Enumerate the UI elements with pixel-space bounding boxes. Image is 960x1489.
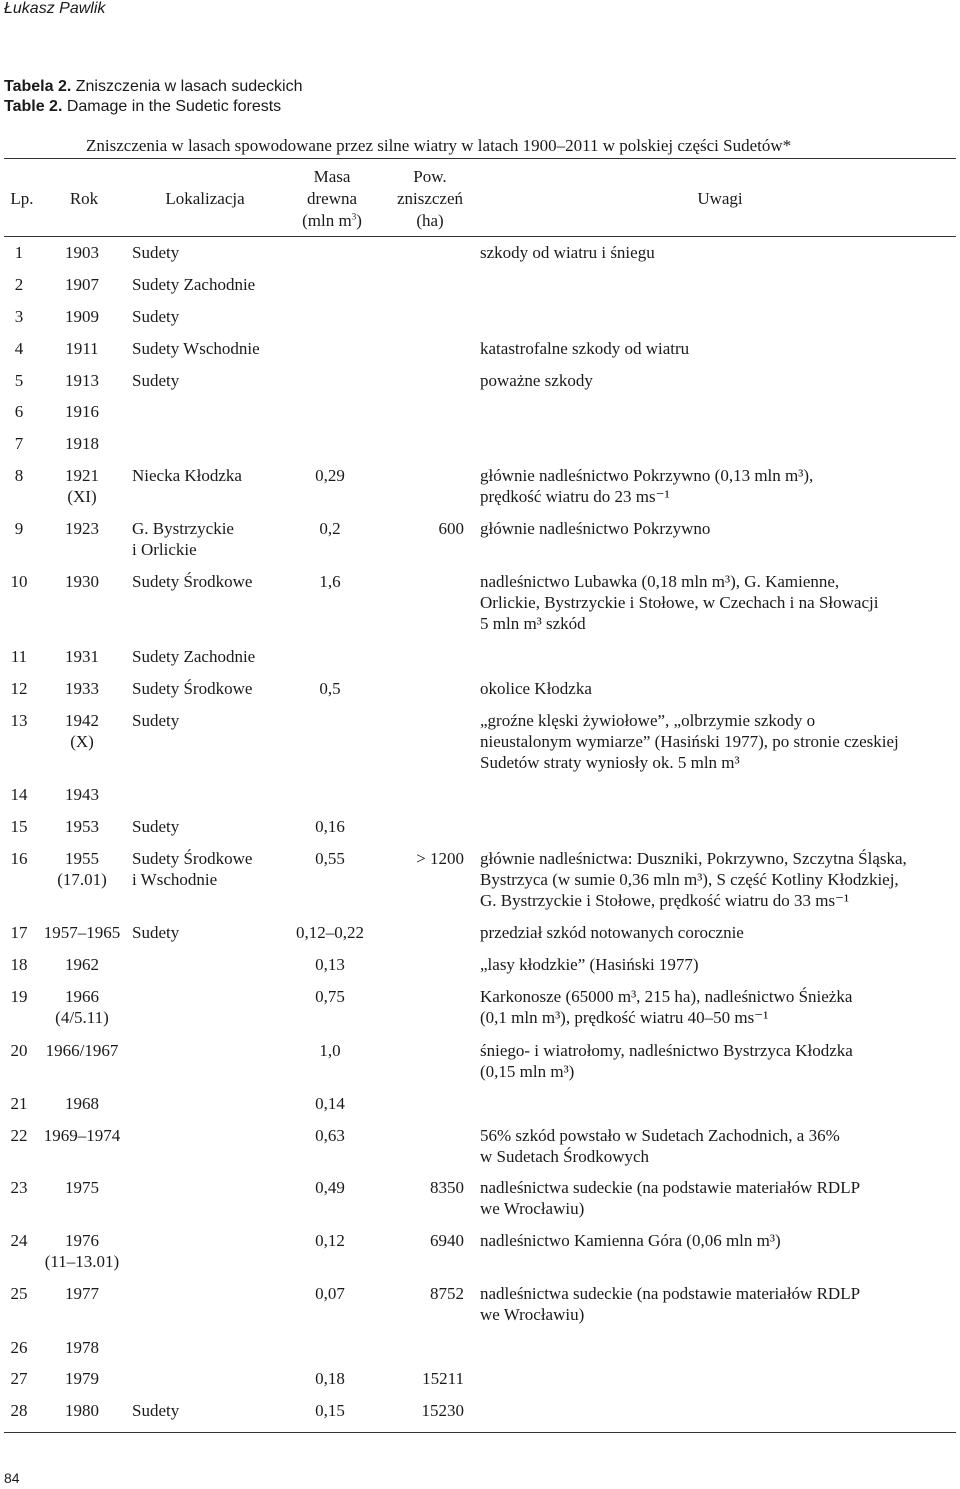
cell-lp bbox=[4, 433, 34, 454]
cell-lp bbox=[4, 646, 34, 667]
cell-uwagi bbox=[480, 571, 956, 634]
cell-lok-text: Sudety bbox=[132, 243, 180, 262]
cell-lp bbox=[4, 370, 34, 391]
cell-lp-text: 6 bbox=[14, 402, 24, 421]
cell-rok bbox=[36, 954, 128, 975]
cell-lp-text: 4 bbox=[14, 339, 24, 358]
cell-uwagi bbox=[480, 370, 956, 391]
cell-masa bbox=[290, 1283, 370, 1304]
cell-rok-text: 1918 bbox=[65, 434, 99, 453]
cell-uwagi-text: poważne szkody bbox=[480, 371, 593, 390]
cell-lp bbox=[4, 571, 34, 592]
cell-masa bbox=[290, 1093, 370, 1114]
cell-uwagi-text: głównie nadleśnictwa: Duszniki, Pokrzywno, Szczytna Śląska, Bystrzyca (w sumie 0,36 mln m³), S część Kotliny Kłodzkiej, G. Bystrzyckie i Stołowe, prędkość wiatru do 33 ms⁻¹ bbox=[480, 849, 907, 910]
header-masa-line1: Masa bbox=[313, 167, 351, 186]
cell-lp-text: 20 bbox=[10, 1041, 28, 1060]
cell-pow bbox=[392, 1400, 464, 1421]
cell-pow-text: 15211 bbox=[422, 1369, 464, 1388]
cell-uwagi bbox=[480, 518, 956, 539]
cell-rok bbox=[36, 848, 128, 890]
cell-uwagi-text: „lasy kłodzkie” (Hasiński 1977) bbox=[480, 955, 699, 974]
cell-lok-text: Sudety bbox=[132, 371, 180, 390]
cell-masa-text: 1,6 bbox=[319, 572, 341, 591]
cell-rok-text: 1909 bbox=[65, 307, 99, 326]
cell-lp-text: 23 bbox=[10, 1178, 28, 1197]
cell-uwagi-text: okolice Kłodzka bbox=[480, 679, 592, 698]
table-caption-pl bbox=[4, 78, 303, 96]
cell-lp-text: 26 bbox=[10, 1338, 28, 1357]
cell-lp-text: 14 bbox=[10, 785, 28, 804]
cell-uwagi bbox=[480, 338, 956, 359]
cell-lp-text: 9 bbox=[14, 519, 24, 538]
caption-text-pl: Zniszczenia w lasach sudeckich bbox=[71, 78, 303, 95]
cell-lok-text: G. Bystrzyckie i Orlickie bbox=[132, 519, 234, 559]
cell-rok bbox=[36, 370, 128, 391]
cell-rok-text: 1921 (XI) bbox=[65, 466, 99, 506]
cell-masa bbox=[290, 986, 370, 1007]
cell-lp-text: 19 bbox=[10, 987, 28, 1006]
cell-rok bbox=[36, 1368, 128, 1389]
header-pow-line3: (ha) bbox=[416, 211, 444, 230]
cell-lok bbox=[132, 242, 292, 263]
cell-lp bbox=[4, 1177, 34, 1198]
cell-rok-text: 1966/1967 bbox=[45, 1041, 119, 1060]
cell-lok-text: Sudety bbox=[132, 1401, 180, 1420]
cell-lp bbox=[4, 1040, 34, 1061]
cell-lok-text: Sudety Środkowe i Wschodnie bbox=[132, 849, 253, 889]
cell-lp bbox=[4, 922, 34, 943]
cell-lp bbox=[4, 274, 34, 295]
cell-lp-text: 12 bbox=[10, 679, 28, 698]
cell-lp-text: 17 bbox=[10, 923, 28, 942]
cell-uwagi bbox=[480, 1125, 956, 1167]
cell-pow bbox=[392, 1283, 464, 1304]
cell-lok-text: Niecka Kłodzka bbox=[132, 466, 242, 485]
cell-lp-text: 13 bbox=[10, 711, 28, 730]
caption-text-en: Damage in the Sudetic forests bbox=[62, 98, 282, 115]
cell-masa-text: 0,13 bbox=[315, 955, 345, 974]
cell-lok-text: Sudety bbox=[132, 817, 180, 836]
cell-masa bbox=[290, 465, 370, 486]
cell-masa bbox=[290, 1040, 370, 1061]
cell-masa-text: 0,5 bbox=[319, 679, 341, 698]
cell-masa bbox=[290, 848, 370, 869]
cell-pow-text: 8752 bbox=[430, 1284, 464, 1303]
caption-label-en: Table 2. bbox=[4, 98, 63, 115]
cell-rok-text: 1903 bbox=[65, 243, 99, 262]
cell-masa-text: 0,49 bbox=[315, 1178, 345, 1197]
cell-rok-text: 1911 bbox=[65, 339, 99, 358]
cell-rok bbox=[36, 571, 128, 592]
cell-uwagi-text: śniego- i wiatrołomy, nadleśnictwo Bystrzyca Kłodzka (0,15 mln m³) bbox=[480, 1041, 853, 1081]
cell-lp-text: 22 bbox=[10, 1126, 28, 1145]
cell-masa-text: 0,29 bbox=[315, 466, 345, 485]
cell-lok bbox=[132, 678, 292, 699]
cell-rok bbox=[36, 1093, 128, 1114]
cell-lok bbox=[132, 274, 292, 295]
cell-lp bbox=[4, 816, 34, 837]
cell-lp bbox=[4, 1368, 34, 1389]
cell-pow bbox=[392, 1177, 464, 1198]
header-lp: Lp. bbox=[10, 189, 34, 208]
cell-pow-text: 15230 bbox=[421, 1401, 464, 1420]
cell-lp bbox=[4, 242, 34, 263]
cell-uwagi-text: głównie nadleśnictwo Pokrzywno bbox=[480, 519, 711, 538]
cell-uwagi bbox=[480, 954, 956, 975]
cell-masa-text: 1,0 bbox=[319, 1041, 341, 1060]
cell-lok bbox=[132, 338, 292, 359]
cell-lp bbox=[4, 1283, 34, 1304]
cell-uwagi bbox=[480, 710, 956, 773]
cell-rok bbox=[36, 1040, 128, 1061]
cell-lp-text: 3 bbox=[14, 307, 24, 326]
cell-rok bbox=[36, 1177, 128, 1198]
cell-masa-text: 0,18 bbox=[315, 1369, 345, 1388]
cell-lp bbox=[4, 1125, 34, 1146]
cell-uwagi-text: „groźne klęski żywiołowe”, „olbrzymie szkody o nieustalonym wymiarze” (Hasiński 1977), po stronie czeskiej Sudetów straty wyniosły ok. 5 mln m³ bbox=[480, 711, 899, 772]
cell-masa-text: 0,14 bbox=[315, 1094, 345, 1113]
cell-uwagi-text: nadleśnictwa sudeckie (na podstawie materiałów RDLP we Wrocławiu) bbox=[480, 1284, 861, 1324]
cell-uwagi-text: nadleśnictwo Lubawka (0,18 mln m³), G. Kamienne, Orlickie, Bystrzyckie i Stołowe, w Czechach i na Słowacji 5 mln m³ szkód bbox=[480, 572, 879, 633]
cell-rok bbox=[36, 986, 128, 1028]
cell-lp bbox=[4, 710, 34, 731]
header-pow-line2: zniszczeń bbox=[396, 189, 464, 208]
cell-uwagi-text: Karkonosze (65000 m³, 215 ha), nadleśnictwo Śnieżka (0,1 mln m³), prędkość wiatru 40–50 ms⁻¹ bbox=[480, 987, 853, 1027]
cell-lok-text: Sudety Środkowe bbox=[132, 679, 253, 698]
cell-uwagi bbox=[480, 1040, 956, 1082]
cell-rok-text: 1930 bbox=[65, 572, 99, 591]
cell-uwagi bbox=[480, 242, 956, 263]
cell-masa bbox=[290, 518, 370, 539]
running-header-author: Łukasz Pawlik bbox=[4, 0, 106, 17]
header-pow bbox=[380, 166, 480, 232]
cell-pow-text: 6940 bbox=[430, 1231, 464, 1250]
header-masa-sup: 3 bbox=[351, 211, 357, 222]
cell-lp bbox=[4, 518, 34, 539]
cell-lok-text: Sudety Środkowe bbox=[132, 572, 253, 591]
cell-rok-text: 1977 bbox=[65, 1284, 99, 1303]
cell-pow-text: > 1200 bbox=[416, 849, 464, 868]
cell-rok-text: 1969–1974 bbox=[43, 1126, 121, 1145]
cell-lok bbox=[132, 816, 292, 837]
cell-rok-text: 1975 bbox=[65, 1178, 99, 1197]
cell-uwagi bbox=[480, 986, 956, 1028]
cell-uwagi bbox=[480, 1177, 956, 1219]
cell-rok-text: 1942 (X) bbox=[65, 711, 99, 751]
cell-lok bbox=[132, 571, 292, 592]
cell-lp bbox=[4, 1337, 34, 1358]
cell-masa bbox=[290, 922, 370, 943]
cell-uwagi bbox=[480, 848, 956, 911]
cell-rok-text: 1968 bbox=[65, 1094, 99, 1113]
cell-pow-text: 8350 bbox=[430, 1178, 464, 1197]
header-masa bbox=[288, 166, 376, 232]
cell-uwagi bbox=[480, 1230, 956, 1251]
cell-rok-text: 1916 bbox=[65, 402, 99, 421]
cell-masa bbox=[290, 954, 370, 975]
header-masa-line3 bbox=[288, 210, 376, 232]
cell-rok-text: 1953 bbox=[65, 817, 99, 836]
cell-lp-text: 25 bbox=[10, 1284, 28, 1303]
cell-lp-text: 27 bbox=[10, 1369, 28, 1388]
cell-rok bbox=[36, 1283, 128, 1304]
cell-lp bbox=[4, 306, 34, 327]
cell-lok bbox=[132, 710, 292, 731]
cell-lp-text: 18 bbox=[10, 955, 28, 974]
cell-masa-text: 0,12–0,22 bbox=[296, 923, 364, 942]
cell-rok bbox=[36, 784, 128, 805]
cell-rok-text: 1976 (11–13.01) bbox=[44, 1231, 120, 1271]
cell-uwagi-text: głównie nadleśnictwo Pokrzywno (0,13 mln m³), prędkość wiatru do 23 ms⁻¹ bbox=[480, 466, 814, 506]
header-masa-close: ) bbox=[356, 211, 362, 230]
cell-masa bbox=[290, 1230, 370, 1251]
cell-rok bbox=[36, 338, 128, 359]
cell-lp-text: 11 bbox=[10, 647, 28, 666]
cell-lp-text: 28 bbox=[10, 1401, 28, 1420]
cell-masa-text: 0,12 bbox=[315, 1231, 345, 1250]
cell-lok-text: Sudety bbox=[132, 307, 180, 326]
cell-lok bbox=[132, 922, 292, 943]
cell-lp bbox=[4, 338, 34, 359]
cell-masa-text: 0,63 bbox=[315, 1126, 345, 1145]
cell-lok-text: Sudety Wschodnie bbox=[132, 339, 260, 358]
cell-pow bbox=[392, 1230, 464, 1251]
cell-rok-text: 1978 bbox=[65, 1338, 99, 1357]
cell-masa-text: 0,75 bbox=[315, 987, 345, 1006]
cell-masa bbox=[290, 1400, 370, 1421]
cell-rok bbox=[36, 1230, 128, 1272]
cell-rok bbox=[36, 646, 128, 667]
cell-rok-text: 1955 (17.01) bbox=[57, 849, 107, 889]
cell-lp bbox=[4, 954, 34, 975]
cell-rok bbox=[36, 922, 128, 943]
header-pow-line1: Pow. bbox=[413, 167, 447, 186]
cell-rok bbox=[36, 465, 128, 507]
cell-lp bbox=[4, 848, 34, 869]
cell-rok-text: 1957–1965 bbox=[43, 923, 121, 942]
cell-lok-text: Sudety bbox=[132, 923, 180, 942]
table-header-rule bbox=[4, 236, 956, 237]
cell-lok bbox=[132, 465, 292, 486]
cell-rok bbox=[36, 816, 128, 837]
cell-masa bbox=[290, 1125, 370, 1146]
cell-lp bbox=[4, 678, 34, 699]
cell-rok-text: 1966 (4/5.11) bbox=[55, 987, 109, 1027]
cell-lok-text: Sudety Zachodnie bbox=[132, 275, 256, 294]
cell-pow bbox=[392, 848, 464, 869]
header-masa-unit: (mln m bbox=[302, 211, 352, 230]
cell-lok-text: Sudety bbox=[132, 711, 180, 730]
header-masa-line2: drewna bbox=[306, 189, 358, 208]
cell-uwagi-text: 56% szkód powstało w Sudetach Zachodnich, a 36% w Sudetach Środkowych bbox=[480, 1126, 840, 1166]
cell-uwagi bbox=[480, 922, 956, 943]
cell-masa-text: 0,16 bbox=[315, 817, 345, 836]
cell-rok bbox=[36, 1125, 128, 1146]
cell-uwagi-text: katastrofalne szkody od wiatru bbox=[480, 339, 690, 358]
cell-rok bbox=[36, 678, 128, 699]
table-super-title: Zniszczenia w lasach spowodowane przez silne wiatry w latach 1900–2011 w polskiej części Sudetów* bbox=[86, 136, 792, 155]
cell-masa-text: 0,07 bbox=[315, 1284, 345, 1303]
cell-rok bbox=[36, 306, 128, 327]
cell-rok bbox=[36, 1400, 128, 1421]
cell-lp-text: 5 bbox=[14, 371, 24, 390]
cell-pow-text: 600 bbox=[438, 519, 464, 538]
cell-rok-text: 1933 bbox=[65, 679, 99, 698]
cell-lp-text: 1 bbox=[14, 243, 24, 262]
cell-lp-text: 15 bbox=[10, 817, 28, 836]
cell-lok bbox=[132, 306, 292, 327]
cell-masa-text: 0,15 bbox=[315, 1401, 345, 1420]
cell-lp bbox=[4, 1400, 34, 1421]
cell-rok-text: 1979 bbox=[65, 1369, 99, 1388]
cell-lp bbox=[4, 1093, 34, 1114]
cell-pow bbox=[392, 1368, 464, 1389]
cell-lp bbox=[4, 465, 34, 486]
cell-lp bbox=[4, 784, 34, 805]
header-uwagi: Uwagi bbox=[697, 189, 743, 208]
table-caption-en bbox=[4, 98, 281, 116]
cell-lok bbox=[132, 646, 292, 667]
cell-rok bbox=[36, 710, 128, 752]
caption-label-pl: Tabela 2. bbox=[4, 78, 72, 95]
header-rok: Rok bbox=[69, 189, 99, 208]
cell-lok bbox=[132, 370, 292, 391]
cell-rok-text: 1931 bbox=[65, 647, 99, 666]
cell-lp bbox=[4, 1230, 34, 1251]
cell-rok bbox=[36, 433, 128, 454]
cell-lp-text: 21 bbox=[10, 1094, 28, 1113]
cell-masa bbox=[290, 571, 370, 592]
cell-masa-text: 0,55 bbox=[315, 849, 345, 868]
cell-rok-text: 1962 bbox=[65, 955, 99, 974]
cell-lok bbox=[132, 1400, 292, 1421]
cell-rok bbox=[36, 518, 128, 539]
cell-rok-text: 1907 bbox=[65, 275, 99, 294]
cell-rok-text: 1943 bbox=[65, 785, 99, 804]
cell-lp bbox=[4, 401, 34, 422]
cell-lp-text: 10 bbox=[10, 572, 28, 591]
cell-uwagi-text: przedział szkód notowanych corocznie bbox=[480, 923, 744, 942]
cell-rok bbox=[36, 401, 128, 422]
cell-rok bbox=[36, 1337, 128, 1358]
cell-lp-text: 16 bbox=[10, 849, 28, 868]
cell-lp-text: 2 bbox=[14, 275, 24, 294]
cell-pow bbox=[392, 518, 464, 539]
page-number: 84 bbox=[4, 1470, 20, 1486]
header-lokalizacja: Lokalizacja bbox=[165, 189, 245, 208]
cell-uwagi bbox=[480, 1283, 956, 1325]
cell-masa bbox=[290, 678, 370, 699]
cell-uwagi-text: nadleśnictwa sudeckie (na podstawie materiałów RDLP we Wrocławiu) bbox=[480, 1178, 861, 1218]
cell-lok bbox=[132, 848, 292, 890]
cell-rok-text: 1913 bbox=[65, 371, 99, 390]
cell-masa-text: 0,2 bbox=[319, 519, 341, 538]
cell-rok bbox=[36, 274, 128, 295]
cell-lp-text: 24 bbox=[10, 1231, 28, 1250]
cell-rok-text: 1980 bbox=[65, 1401, 99, 1420]
cell-uwagi bbox=[480, 465, 956, 507]
cell-uwagi bbox=[480, 678, 956, 699]
cell-uwagi-text: nadleśnictwo Kamienna Góra (0,06 mln m³) bbox=[480, 1231, 781, 1250]
cell-rok bbox=[36, 242, 128, 263]
cell-lp bbox=[4, 986, 34, 1007]
cell-masa bbox=[290, 816, 370, 837]
cell-lp-text: 7 bbox=[14, 434, 24, 453]
cell-lp-text: 8 bbox=[14, 466, 24, 485]
table-bottom-rule bbox=[4, 1432, 956, 1433]
cell-masa bbox=[290, 1368, 370, 1389]
cell-masa bbox=[290, 1177, 370, 1198]
table-top-rule bbox=[4, 158, 956, 159]
cell-uwagi-text: szkody od wiatru i śniegu bbox=[480, 243, 655, 262]
cell-lok bbox=[132, 518, 292, 560]
cell-rok-text: 1923 bbox=[65, 519, 99, 538]
cell-lok-text: Sudety Zachodnie bbox=[132, 647, 256, 666]
